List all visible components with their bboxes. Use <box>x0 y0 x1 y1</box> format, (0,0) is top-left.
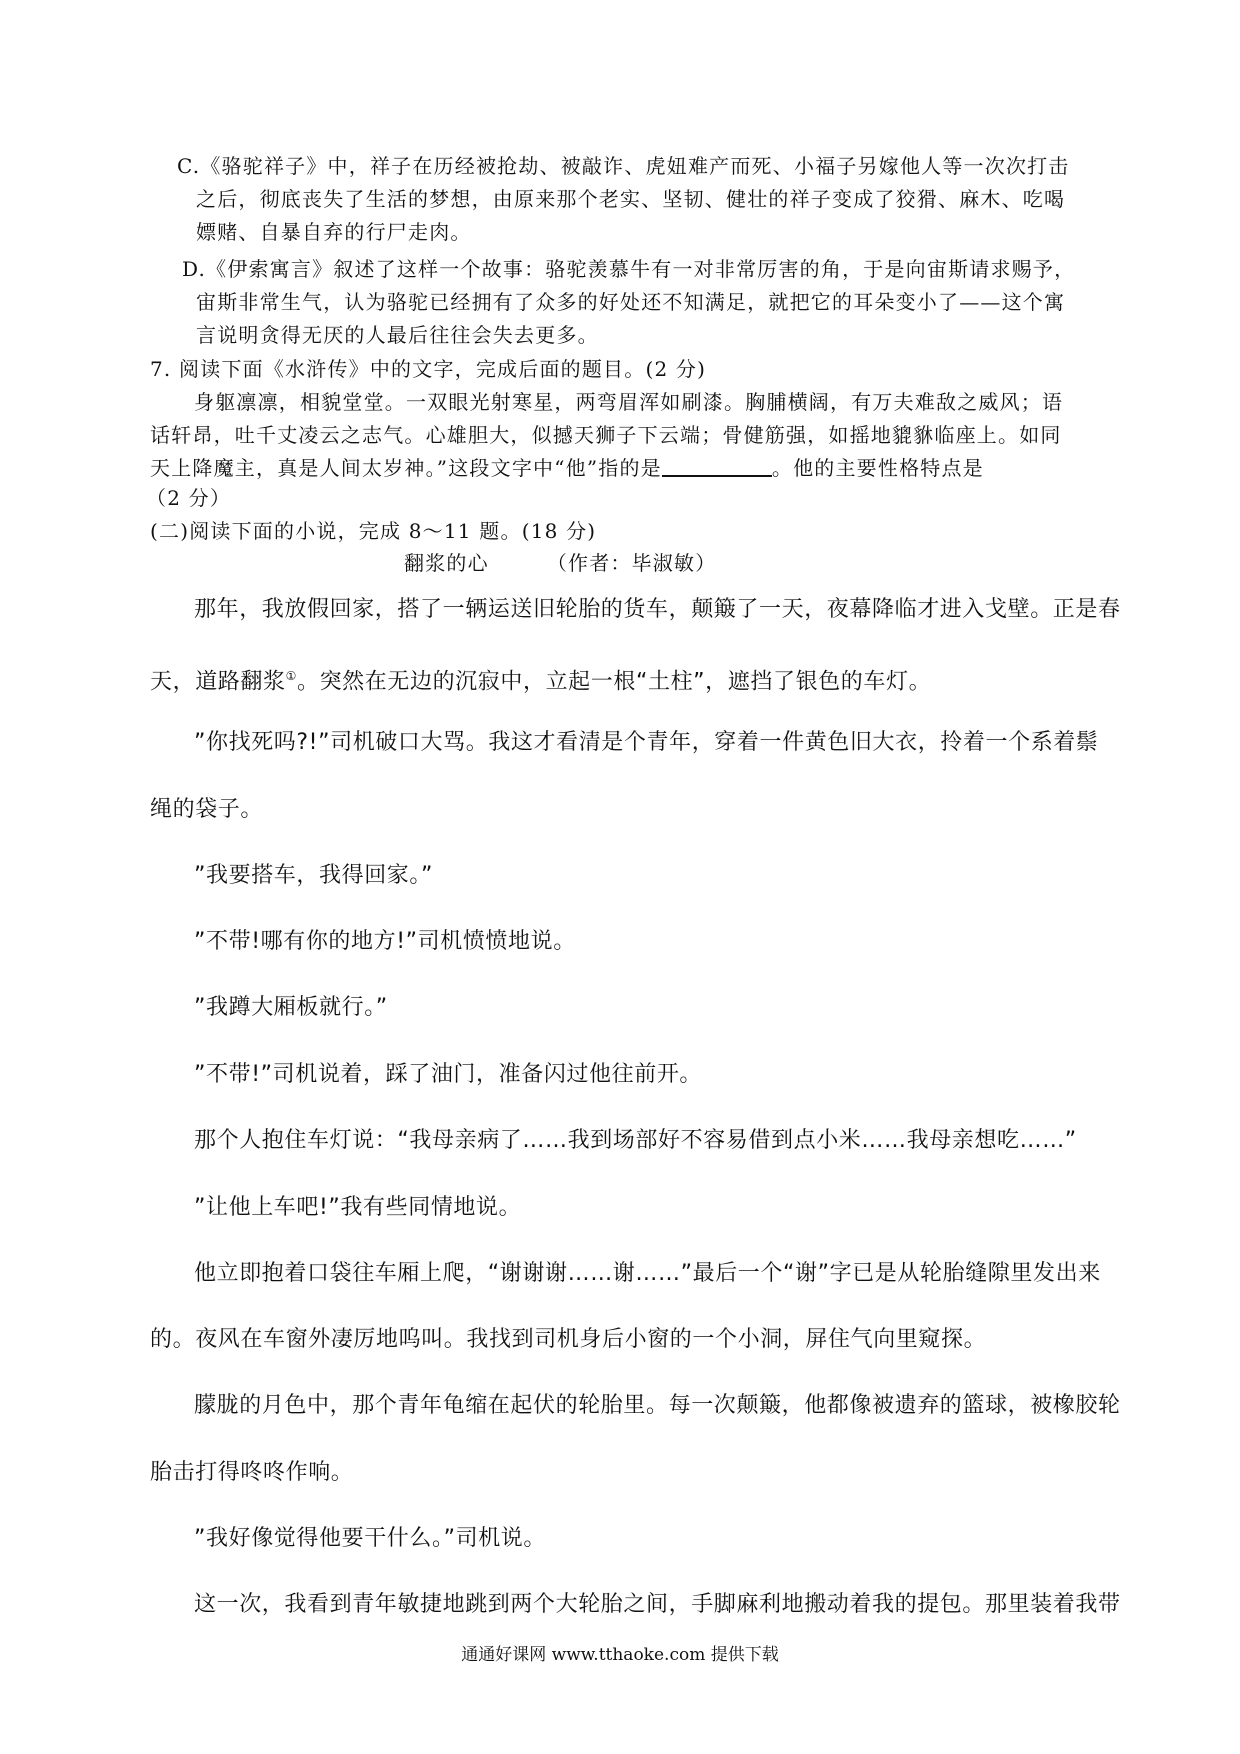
q6-option-d-line-2: 宙斯非常生气，认为骆驼已经拥有了众多的好处还不知满足，就把它的耳朵变小了——这个寓 <box>196 290 1066 314</box>
q6-option-c-line-1: C.《骆驼祥子》中，祥子在历经被抢劫、被敲诈、虎妞难产而死、小福子另嫁他人等一次次打击 <box>177 154 1070 178</box>
story-line-3: ”你找死吗?!”司机破口大骂。我这才看清是个青年，穿着一件黄色旧大衣，拎着一个系着鬃 <box>194 730 1099 755</box>
story-line-6: ”不带!哪有你的地方!”司机愤愤地说。 <box>194 929 576 954</box>
story-line-7: ”我蹲大厢板就行。” <box>194 995 388 1020</box>
q7-score: （2 分） <box>146 486 232 510</box>
q7-passage-line-1: 身躯凛凛，相貌堂堂。一双眼光射寒星，两弯眉浑如刷漆。胸脯横阔，有万夫难敌之威风；语 <box>194 390 1064 414</box>
story-line-4: 绳的袋子。 <box>150 797 264 822</box>
story-line-1: 那年，我放假回家，搭了一辆运送旧轮胎的货车，颠簸了一天，夜幕降临才进入戈壁。正是春 <box>194 597 1121 622</box>
story-line-8: ”不带!”司机说着，踩了油门，准备闪过他往前开。 <box>194 1062 703 1087</box>
q7-passage-line-3 <box>150 455 984 481</box>
story-line-11: 他立即抱着口袋往车厢上爬，“谢谢谢……谢……”最后一个“谢”字已是从轮胎缝隙里发出来 <box>194 1261 1101 1286</box>
story-line-16: 这一次，我看到青年敏捷地跳到两个大轮胎之间，手脚麻利地搬动着我的提包。那里装着我带 <box>194 1592 1121 1617</box>
story-line-12: 的。夜风在车窗外凄厉地呜叫。我找到司机身后小窗的一个小洞，屏住气向里窥探。 <box>150 1327 987 1352</box>
q6-option-c-line-3: 嫖赌、自暴自弃的行尸走肉。 <box>196 220 472 244</box>
story-author: （作者：毕淑敏） <box>546 551 717 575</box>
story-line-2-tail: 。突然在无边的沉寂中，立起一根“土柱”，遮挡了银色的车灯。 <box>296 669 932 695</box>
q7-passage-line-3-text: 天上降魔主，真是人间太岁神。”这段文字中“他”指的是 <box>150 456 662 480</box>
q7-passage-line-3-tail: 。他的主要性格特点是 <box>771 456 984 480</box>
q7-stem: 7. 阅读下面《水浒传》中的文字，完成后面的题目。(2 分) <box>150 357 707 381</box>
q7-passage-line-2: 话轩昂，吐千丈凌云之志气。心雄胆大，似撼天狮子下云端；骨健筋强，如摇地貔貅临座上。如同 <box>150 423 1062 447</box>
story-line-9: 那个人抱住车灯说：“我母亲病了……我到场部好不容易借到点小米……我母亲想吃……” <box>194 1128 1077 1153</box>
section-heading: (二)阅读下面的小说，完成 8～11 题。(18 分) <box>150 519 597 543</box>
story-line-10: ”让他上车吧!”我有些同情地说。 <box>194 1195 522 1220</box>
q6-option-c-line-2: 之后，彻底丧失了生活的梦想，由原来那个老实、坚韧、健壮的祥子变成了狡猾、麻木、吃喝 <box>196 187 1066 211</box>
story-line-5: ”我要搭车，我得回家。” <box>194 863 433 888</box>
story-title <box>404 550 716 576</box>
answer-blank[interactable] <box>662 455 772 477</box>
story-line-14: 胎击打得咚咚作响。 <box>150 1460 354 1485</box>
story-title-text: 翻浆的心 <box>404 551 489 575</box>
footnote-marker: ① <box>285 669 297 683</box>
story-line-13: 朦胧的月色中，那个青年龟缩在起伏的轮胎里。每一次颠簸，他都像被遗弃的篮球，被橡胶轮 <box>194 1393 1121 1418</box>
q6-option-d-line-1: D.《伊索寓言》叙述了这样一个故事：骆驼羡慕牛有一对非常厉害的角，于是向宙斯请求赐予， <box>182 257 1076 281</box>
story-line-2 <box>150 663 931 695</box>
page-footer: 通通好课网 www.tthaoke.com 提供下载 <box>461 1645 779 1665</box>
q6-option-d-line-3: 言说明贪得无厌的人最后往往会失去更多。 <box>196 323 599 347</box>
story-line-15: ”我好像觉得他要干什么。”司机说。 <box>194 1526 546 1551</box>
story-line-2-text: 天，道路翻浆 <box>150 669 286 695</box>
